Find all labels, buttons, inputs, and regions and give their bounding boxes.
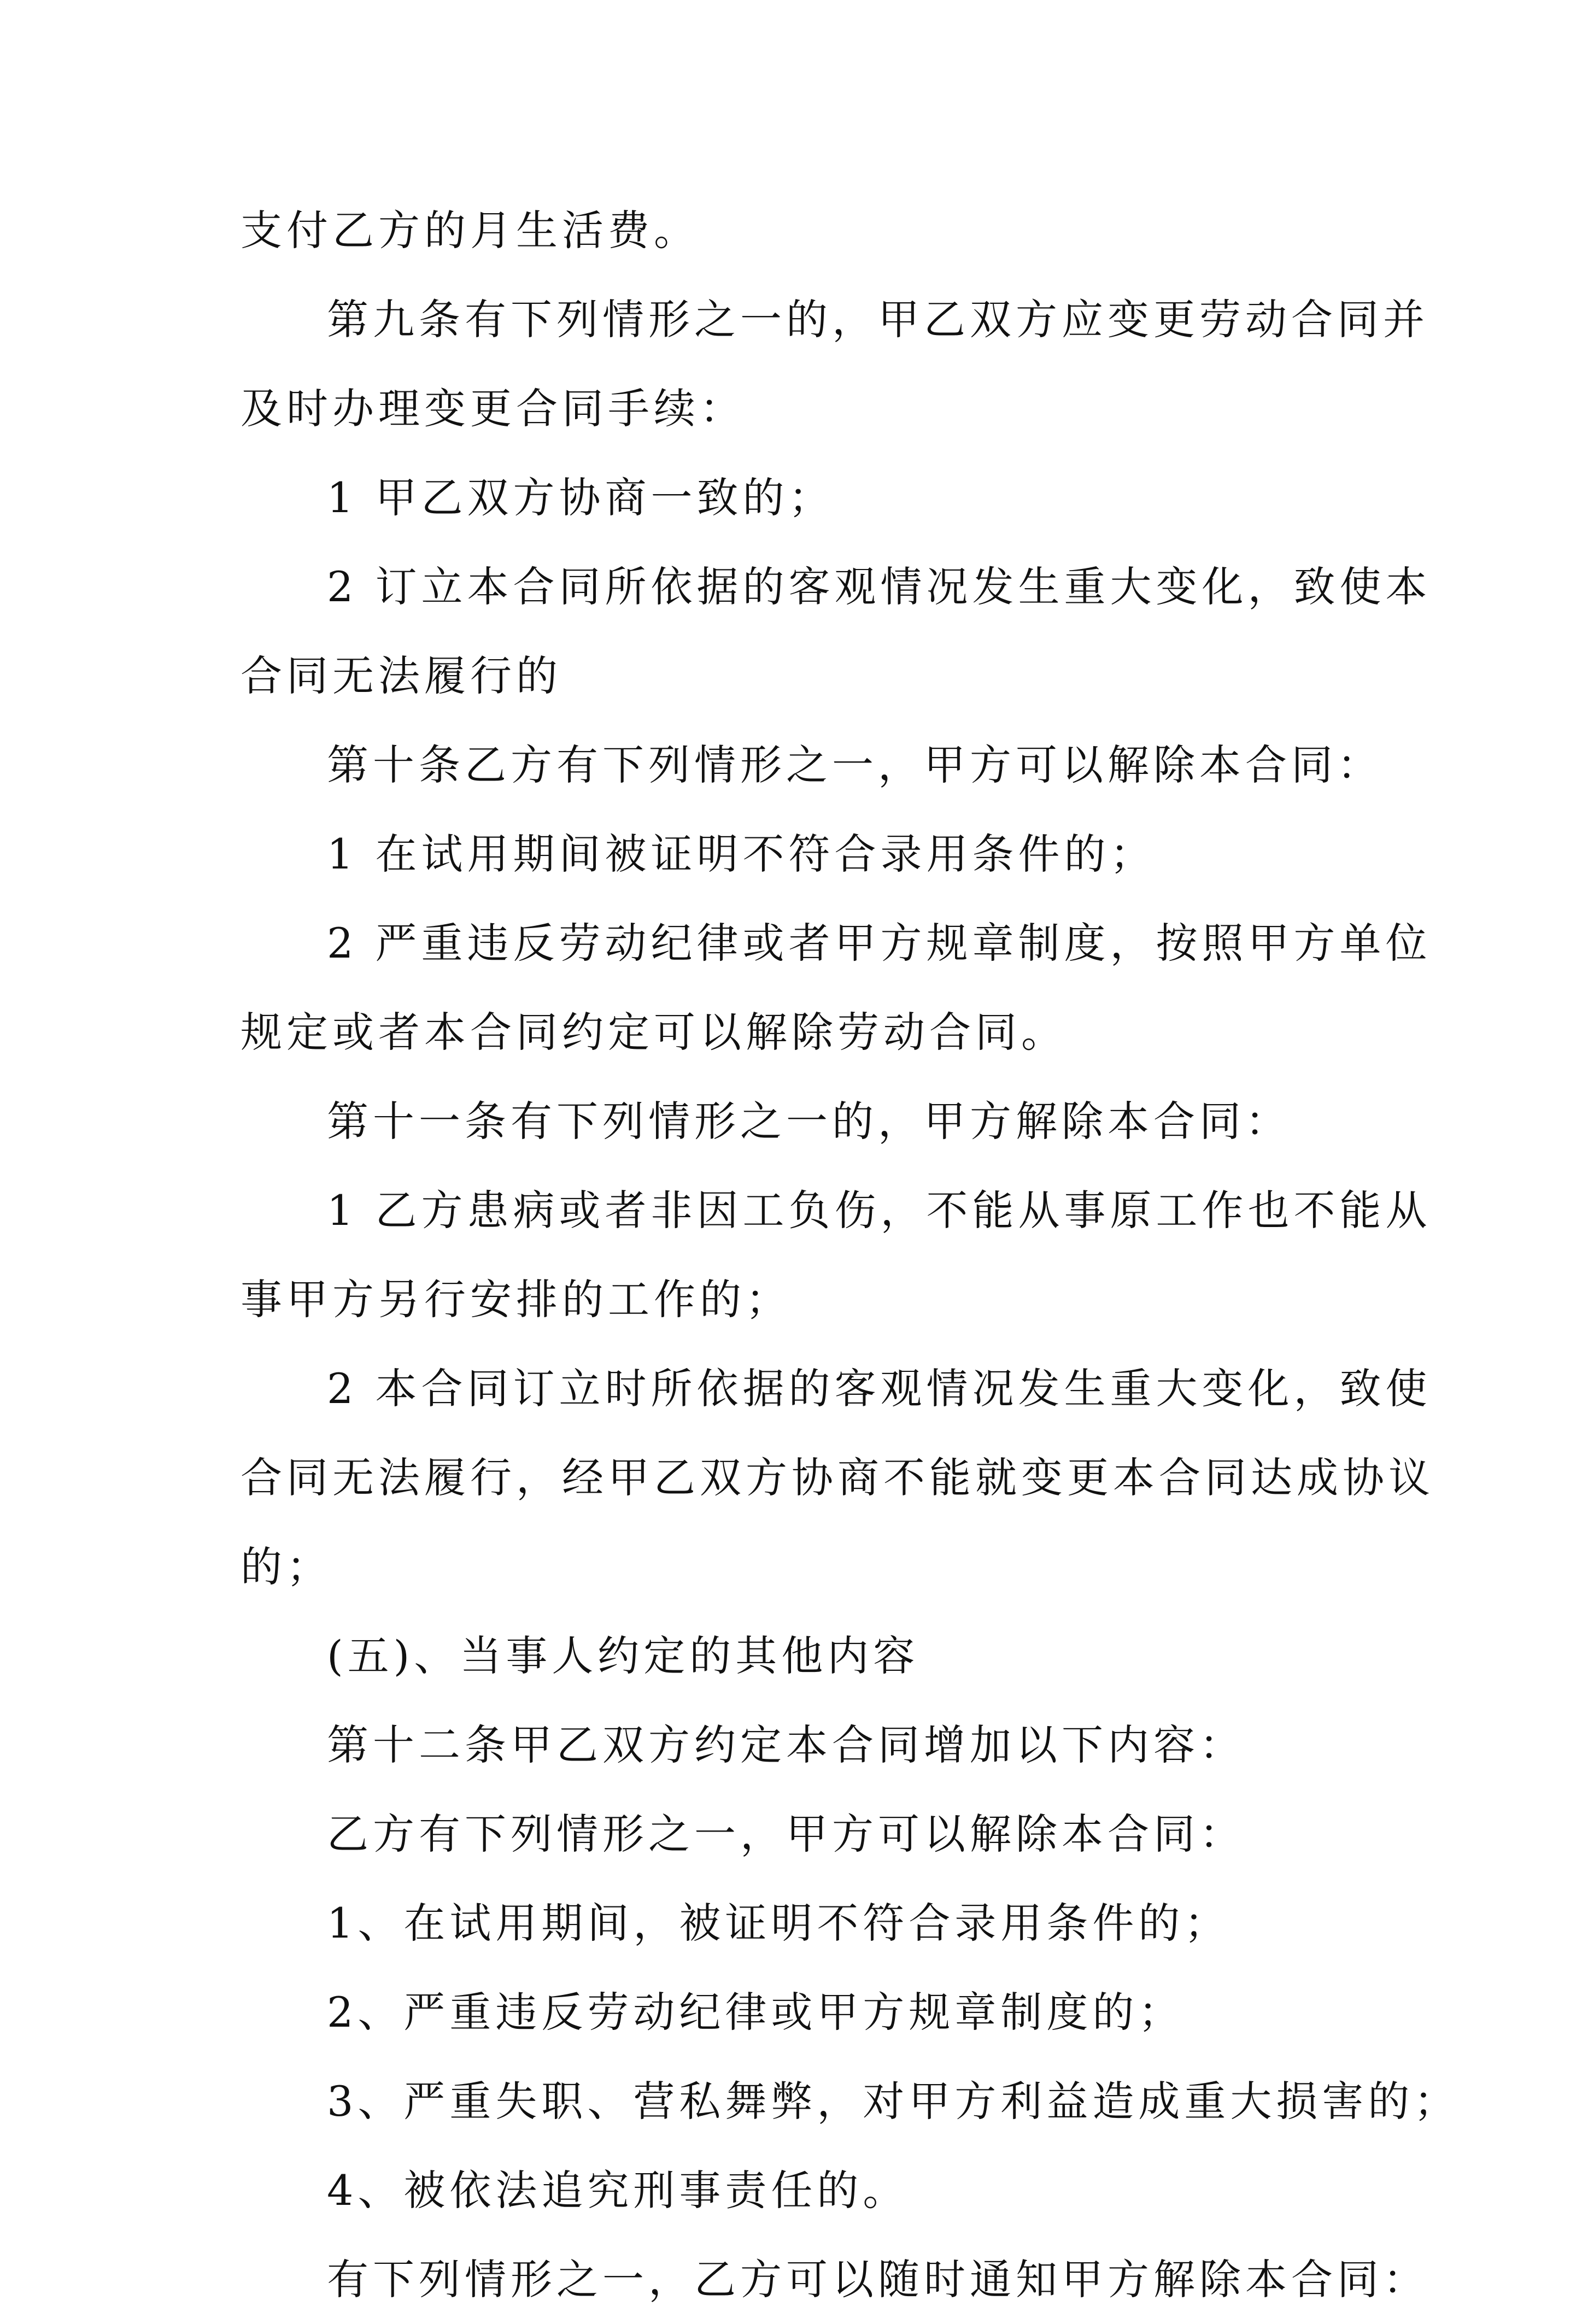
list-item: 1、在试用期间，被证明不符合录用条件的； bbox=[327, 1899, 1231, 1947]
text-line: 1 在试用期间被证明不符合录用条件的； bbox=[327, 830, 1156, 878]
text-line: 2 严重违反劳动纪律或者甲方规章制度，按照甲方单位 bbox=[327, 919, 1432, 967]
text-line: 的； bbox=[241, 1542, 332, 1591]
text-line: 1 甲乙双方协商一致的； bbox=[327, 473, 835, 522]
text-line: 合同无法履行的 bbox=[241, 652, 562, 700]
text-line: 第十条乙方有下列情形之一，甲方可以解除本合同： bbox=[327, 741, 1383, 789]
text-line: 规定或者本合同约定可以解除劳动合同。 bbox=[241, 1008, 1067, 1057]
list-item: 3、严重失职、营私舞弊，对甲方利益造成重大损害的； bbox=[327, 2077, 1460, 2126]
list-item: 2、严重违反劳动纪律或甲方规章制度的； bbox=[327, 1988, 1185, 2037]
text-line: 第九条有下列情形之一的，甲乙双方应变更劳动合同并 bbox=[327, 295, 1429, 344]
text-line: 2 本合同订立时所依据的客观情况发生重大变化，致使 bbox=[327, 1364, 1432, 1413]
text-line: 乙方有下列情形之一，甲方可以解除本合同： bbox=[327, 1810, 1245, 1858]
text-line: 支付乙方的月生活费。 bbox=[241, 206, 700, 255]
text-line: 2 订立本合同所依据的客观情况发生重大变化，致使本 bbox=[327, 562, 1432, 611]
document-body bbox=[241, 186, 1460, 2324]
text-line: 1 乙方患病或者非因工负伤，不能从事原工作也不能从 bbox=[327, 1186, 1432, 1235]
section-heading: (五)、当事人约定的其他内容 bbox=[327, 1632, 919, 1680]
text-line: 事甲方另行安排的工作的； bbox=[241, 1275, 792, 1324]
text-line: 有下列情形之一，乙方可以随时通知甲方解除本合同： bbox=[327, 2255, 1429, 2304]
text-line: 第十一条有下列情形之一的，甲方解除本合同： bbox=[327, 1097, 1291, 1146]
text-line: 合同无法履行，经甲乙双方协商不能就变更本合同达成协议 bbox=[241, 1453, 1434, 1502]
text-line: 第十二条甲乙双方约定本合同增加以下内容： bbox=[327, 1721, 1245, 1769]
text-line: 及时办理变更合同手续： bbox=[241, 384, 746, 433]
list-item: 4、被依法追究刑事责任的。 bbox=[327, 2166, 909, 2215]
